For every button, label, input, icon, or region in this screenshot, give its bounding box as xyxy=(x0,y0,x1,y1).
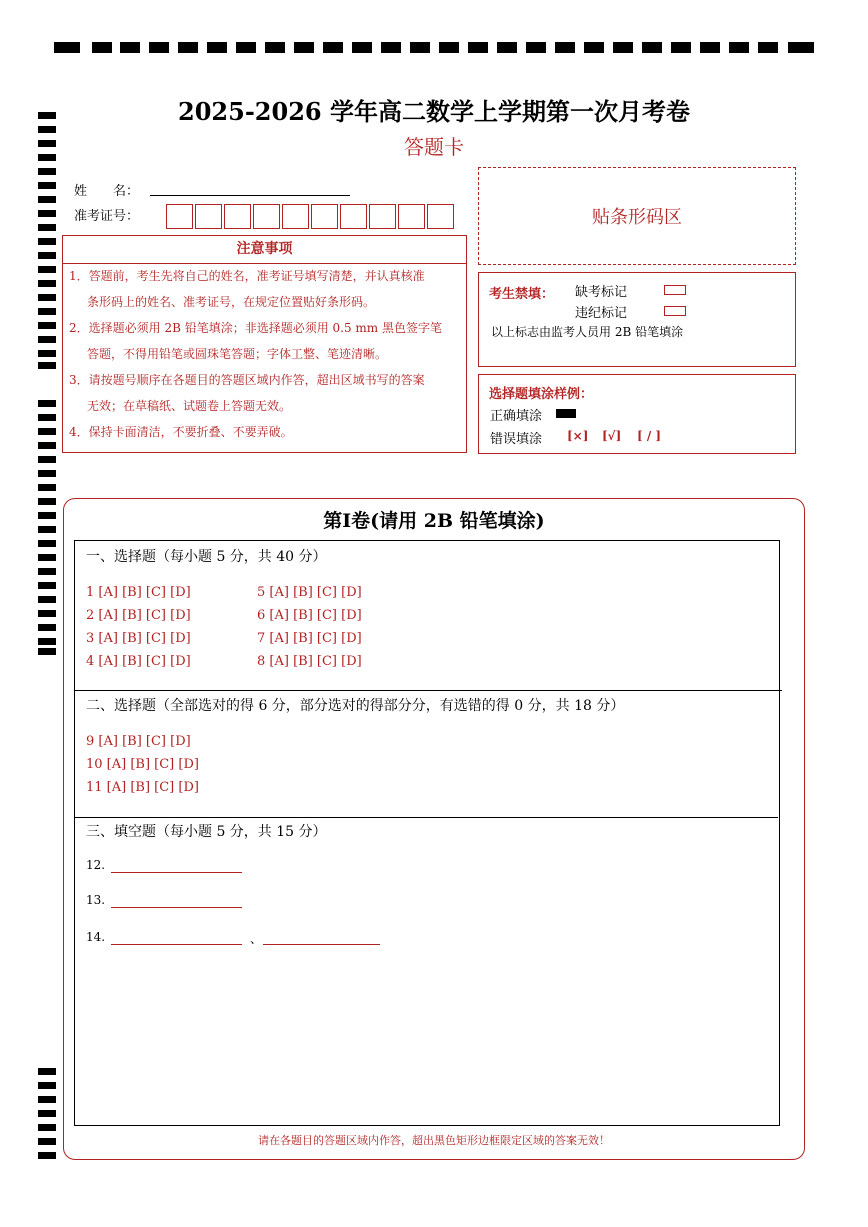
wrong-label: 错误填涂 xyxy=(490,432,543,447)
violation-label: 违纪标记 xyxy=(575,306,628,321)
timing-mark xyxy=(38,568,56,575)
timing-mark xyxy=(38,610,56,617)
timing-mark xyxy=(54,42,80,53)
timing-mark xyxy=(38,400,56,407)
choice-row[interactable]: 8 [A] [B] [C] [D] xyxy=(257,654,362,669)
timing-mark xyxy=(38,196,56,203)
divider xyxy=(74,817,778,818)
timing-mark xyxy=(38,336,56,343)
id-digit-box[interactable] xyxy=(166,204,193,229)
id-digit-box[interactable] xyxy=(369,204,396,229)
timing-mark xyxy=(323,42,343,53)
timing-mark xyxy=(671,42,691,53)
timing-mark xyxy=(38,1152,56,1159)
id-digit-box[interactable] xyxy=(340,204,367,229)
timing-mark xyxy=(38,638,56,645)
timing-mark xyxy=(352,42,372,53)
timing-mark xyxy=(38,624,56,631)
id-digit-box[interactable] xyxy=(311,204,338,229)
forbid-note: 以上标志由监考人员用 2B 铅笔填涂 xyxy=(491,325,684,339)
choice-row[interactable]: 11 [A] [B] [C] [D] xyxy=(86,780,199,795)
fill-question-12: 12. xyxy=(86,858,106,872)
timing-mark xyxy=(207,42,227,53)
wrong-mark-slash: [ / ] xyxy=(637,429,662,443)
id-digit-box[interactable] xyxy=(427,204,454,229)
choice-row[interactable]: 3 [A] [B] [C] [D] xyxy=(86,631,191,646)
timing-mark xyxy=(38,350,56,357)
timing-mark xyxy=(178,42,198,53)
correct-fill-mark xyxy=(556,409,576,418)
notice-item: 2．选择题必须用 2B 铅笔填涂；非选择题必须用 0.5 mm 黑色签字笔 xyxy=(69,321,443,335)
answer-blank-14b[interactable] xyxy=(263,944,380,945)
absent-label: 缺考标记 xyxy=(575,285,628,300)
forbid-title: 考生禁填： xyxy=(489,287,555,302)
timing-mark xyxy=(38,484,56,491)
footer-warning: 请在各题目的答题区域内作答，超出黑色矩形边框限定区域的答案无效！ xyxy=(258,1134,610,1147)
answer-blank-12[interactable] xyxy=(111,872,242,873)
choice-row[interactable]: 9 [A] [B] [C] [D] xyxy=(86,734,191,749)
timing-mark xyxy=(584,42,604,53)
timing-mark xyxy=(294,42,314,53)
timing-mark xyxy=(38,414,56,421)
timing-mark xyxy=(788,42,814,53)
timing-mark xyxy=(38,648,56,655)
choice-row[interactable]: 6 [A] [B] [C] [D] xyxy=(257,608,362,623)
timing-mark xyxy=(497,42,517,53)
timing-mark xyxy=(38,582,56,589)
notice-item: 答题，不得用铅笔或圆珠笔答题；字体工整、笔迹清晰。 xyxy=(87,347,388,361)
timing-mark xyxy=(642,42,662,53)
violation-mark-box[interactable] xyxy=(664,306,686,316)
section-title: 第Ⅰ卷(请用 2B 铅笔填涂) xyxy=(323,510,545,532)
part2-heading: 二、选择题（全部选对的得 6 分，部分选对的得部分分，有选错的得 0 分，共 18 分） xyxy=(86,698,625,714)
timing-mark xyxy=(38,280,56,287)
timing-mark xyxy=(758,42,778,53)
timing-mark xyxy=(38,252,56,259)
timing-mark xyxy=(38,182,56,189)
timing-mark xyxy=(38,498,56,505)
answer-blank-14a[interactable] xyxy=(111,944,242,945)
timing-mark xyxy=(38,554,56,561)
choice-row[interactable]: 1 [A] [B] [C] [D] xyxy=(86,585,191,600)
notice-item: 无效；在草稿纸、试题卷上答题无效。 xyxy=(87,399,292,413)
page-subtitle: 答题卡 xyxy=(404,135,464,159)
barcode-area xyxy=(478,167,796,265)
timing-mark xyxy=(468,42,488,53)
timing-mark xyxy=(38,1124,56,1131)
timing-mark xyxy=(38,362,56,369)
choice-row[interactable]: 2 [A] [B] [C] [D] xyxy=(86,608,191,623)
id-digit-box[interactable] xyxy=(253,204,280,229)
wrong-mark-check: [√] xyxy=(602,429,622,443)
absent-mark-box[interactable] xyxy=(664,285,686,295)
id-label: 准考证号： xyxy=(74,209,140,224)
blank-separator: 、 xyxy=(250,932,263,946)
timing-mark xyxy=(38,168,56,175)
timing-mark xyxy=(555,42,575,53)
timing-mark xyxy=(38,1082,56,1089)
id-digit-box[interactable] xyxy=(282,204,309,229)
timing-mark xyxy=(38,596,56,603)
name-label: 姓 名： xyxy=(74,184,140,199)
part3-heading: 三、填空题（每小题 5 分，共 15 分） xyxy=(86,824,327,840)
wrong-mark-cross: [×] xyxy=(567,429,589,443)
timing-mark xyxy=(92,42,112,53)
notice-item: 3．请按题号顺序在各题目的答题区域内作答，超出区域书写的答案 xyxy=(69,373,425,387)
notice-title: 注意事项 xyxy=(63,236,466,264)
example-title: 选择题填涂样例： xyxy=(489,387,594,402)
timing-mark xyxy=(38,1110,56,1117)
timing-mark xyxy=(729,42,749,53)
notice-box xyxy=(62,235,467,453)
fill-question-14: 14. xyxy=(86,930,106,944)
choice-row[interactable]: 5 [A] [B] [C] [D] xyxy=(257,585,362,600)
answer-blank-13[interactable] xyxy=(111,907,242,908)
name-input-line[interactable] xyxy=(150,194,350,196)
timing-mark xyxy=(38,294,56,301)
notice-item: 条形码上的姓名、准考证号，在规定位置贴好条形码。 xyxy=(87,295,376,309)
choice-row[interactable]: 10 [A] [B] [C] [D] xyxy=(86,757,199,772)
timing-mark xyxy=(38,308,56,315)
timing-mark xyxy=(38,238,56,245)
timing-mark xyxy=(38,456,56,463)
timing-mark xyxy=(265,42,285,53)
correct-label: 正确填涂 xyxy=(490,409,543,424)
id-digit-box[interactable] xyxy=(398,204,425,229)
forbid-box xyxy=(478,272,796,367)
timing-mark xyxy=(381,42,401,53)
page-title: 2025-2026 学年高二数学上学期第一次月考卷 xyxy=(178,97,690,126)
timing-mark xyxy=(38,540,56,547)
id-digit-box[interactable] xyxy=(224,204,251,229)
timing-mark xyxy=(38,322,56,329)
timing-mark xyxy=(38,470,56,477)
timing-mark xyxy=(120,42,140,53)
timing-mark xyxy=(38,442,56,449)
notice-item: 4．保持卡面清洁，不要折叠、不要弄破。 xyxy=(69,425,293,439)
barcode-label: 贴条形码区 xyxy=(592,207,682,228)
timing-mark xyxy=(613,42,633,53)
timing-mark xyxy=(439,42,459,53)
timing-mark xyxy=(38,224,56,231)
timing-mark xyxy=(236,42,256,53)
timing-mark xyxy=(38,428,56,435)
choice-row[interactable]: 4 [A] [B] [C] [D] xyxy=(86,654,191,669)
part1-heading: 一、选择题（每小题 5 分，共 40 分） xyxy=(86,549,327,565)
timing-mark xyxy=(38,210,56,217)
id-digit-box[interactable] xyxy=(195,204,222,229)
timing-mark xyxy=(38,266,56,273)
divider xyxy=(74,690,782,691)
timing-mark xyxy=(38,1096,56,1103)
timing-mark xyxy=(149,42,169,53)
choice-row[interactable]: 7 [A] [B] [C] [D] xyxy=(257,631,362,646)
fill-question-13: 13. xyxy=(86,893,106,907)
timing-mark xyxy=(526,42,546,53)
timing-mark xyxy=(410,42,430,53)
fill-example-box xyxy=(478,374,796,454)
timing-mark xyxy=(700,42,720,53)
timing-mark xyxy=(38,1068,56,1075)
notice-item: 1．答题前，考生先将自己的姓名，准考证号填写清楚，并认真核准 xyxy=(69,269,425,283)
